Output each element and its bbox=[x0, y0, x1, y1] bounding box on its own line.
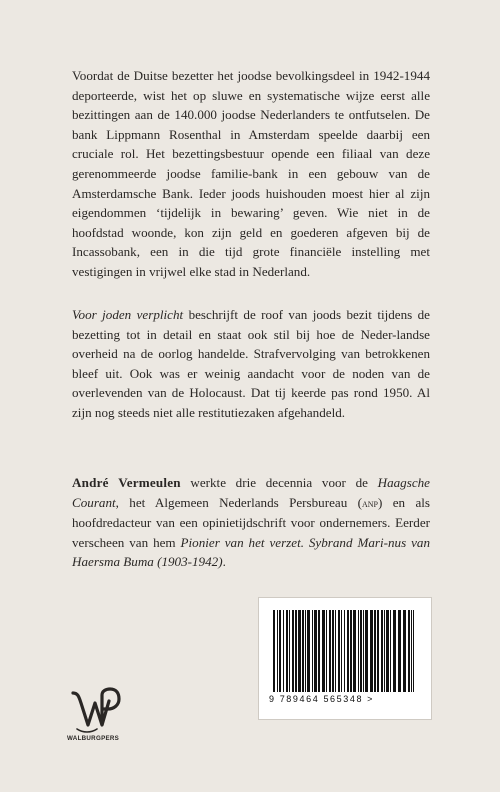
barcode-bar bbox=[314, 610, 317, 692]
barcode-bar bbox=[307, 610, 310, 692]
isbn-barcode bbox=[258, 597, 432, 720]
barcode-bar bbox=[326, 610, 327, 692]
barcode-bar bbox=[289, 610, 290, 692]
barcode-bar bbox=[335, 610, 336, 692]
barcode-bar bbox=[344, 610, 345, 692]
barcode-bar bbox=[329, 610, 331, 692]
barcode-bars bbox=[269, 610, 421, 692]
barcode-bar bbox=[393, 610, 396, 692]
barcode-bar bbox=[277, 610, 278, 692]
blurb-paragraph-1 bbox=[72, 66, 430, 282]
barcode-bar bbox=[279, 610, 281, 692]
blurb-paragraph-2 bbox=[72, 305, 430, 423]
barcode-bar bbox=[353, 610, 356, 692]
author-bio-text-2: , het Algemeen Nederlands Persbureau ( bbox=[115, 494, 362, 510]
barcode-bar bbox=[273, 610, 275, 692]
barcode-bar bbox=[295, 610, 297, 692]
barcode-bar bbox=[360, 610, 362, 692]
barcode-bar bbox=[298, 610, 301, 692]
barcode-bar bbox=[338, 610, 340, 692]
barcode-bar bbox=[358, 610, 359, 692]
blurb-paragraph-2-text: beschrijft de roof van joods bezit tijdens de bezetting tot in detail en staat ook stil bij hoe de Neder-landse overheid na de oorlog handelde. Strafvervolging van betrokkenen bleef uit. Ook was er weinig aandacht voor de noden van de overlevenden van de Holocaust. Dat tij keerde pas rond 1950. Al zijn nog steeds niet alle restitutiezaken afgehandeld. bbox=[72, 307, 430, 420]
barcode-bar bbox=[318, 610, 320, 692]
barcode-bar bbox=[347, 610, 349, 692]
barcode-bar bbox=[384, 610, 385, 692]
author-bio-text-1: werkte drie decennia voor de bbox=[180, 475, 378, 490]
publication-1: Haagsche Courant bbox=[72, 475, 430, 510]
barcode-bar bbox=[341, 610, 342, 692]
barcode-bar bbox=[398, 610, 401, 692]
barcode-bar bbox=[286, 610, 288, 692]
author-bio-text-3: ) en als hoofdredacteur van een opinietijdschrift voor ondernemers. Eerder verscheen van hem bbox=[72, 494, 430, 550]
barcode-bar bbox=[374, 610, 376, 692]
barcode-bar bbox=[403, 610, 406, 692]
abbreviation-anp: anp bbox=[361, 495, 378, 510]
barcode-bar bbox=[386, 610, 389, 692]
barcode-bar bbox=[292, 610, 294, 692]
barcode-bar bbox=[413, 610, 414, 692]
barcode-bar bbox=[381, 610, 383, 692]
barcode-bar bbox=[350, 610, 352, 692]
barcode-bar bbox=[363, 610, 364, 692]
book-title-italic: Voor joden verplicht bbox=[72, 307, 184, 322]
barcode-bar bbox=[312, 610, 313, 692]
author-bio bbox=[72, 473, 430, 572]
barcode-bar bbox=[370, 610, 373, 692]
author-name: André Vermeulen bbox=[72, 475, 181, 490]
publication-2: Pionier van het verzet. Sybrand Mari-nus van Haersma Buma (1903-1942) bbox=[72, 534, 430, 570]
barcode-bar bbox=[408, 610, 410, 692]
barcode-bar bbox=[305, 610, 306, 692]
barcode-bar bbox=[411, 610, 412, 692]
barcode-bar bbox=[390, 610, 391, 692]
barcode-bar bbox=[322, 610, 325, 692]
isbn-digits: 9 789464 565348 > bbox=[269, 694, 375, 704]
barcode-bar bbox=[365, 610, 368, 692]
barcode-bar bbox=[283, 610, 284, 692]
publisher-name: WALBURGPERS bbox=[67, 735, 120, 742]
barcode-bar bbox=[332, 610, 334, 692]
barcode-bar bbox=[377, 610, 379, 692]
author-bio-text-4: . bbox=[222, 554, 226, 570]
walburg-pers-logo-icon bbox=[69, 685, 121, 735]
barcode-bar bbox=[302, 610, 304, 692]
blurb-paragraph-1-text: Voordat de Duitse bezetter het joodse bevolkingsdeel in 1942-1944 deporteerde, wist het op sluwe en systematische wijze eerst alle bezittingen aan de 140.000 joodse Nederlanders te ontfutselen. De bank Lippmann Rosenthal in Amsterdam speelde daarbij een cruciale rol. Het bezettingsbestuur opende een filiaal van deze gerenommeerde joodse familie-bank in een gebouw van de Amsterdamsche Bank. Ieder joods huishouden moest hier al zijn eigendommen ‘tijdelijk in bewaring’ geven. Wie niet in de hoofdstad woonde, kon zijn geld en goederen afgeven bij de Incassobank, een in die tijd grote financiële instelling met vestigingen in vrijwel elke stad in Nederland. bbox=[72, 68, 430, 279]
